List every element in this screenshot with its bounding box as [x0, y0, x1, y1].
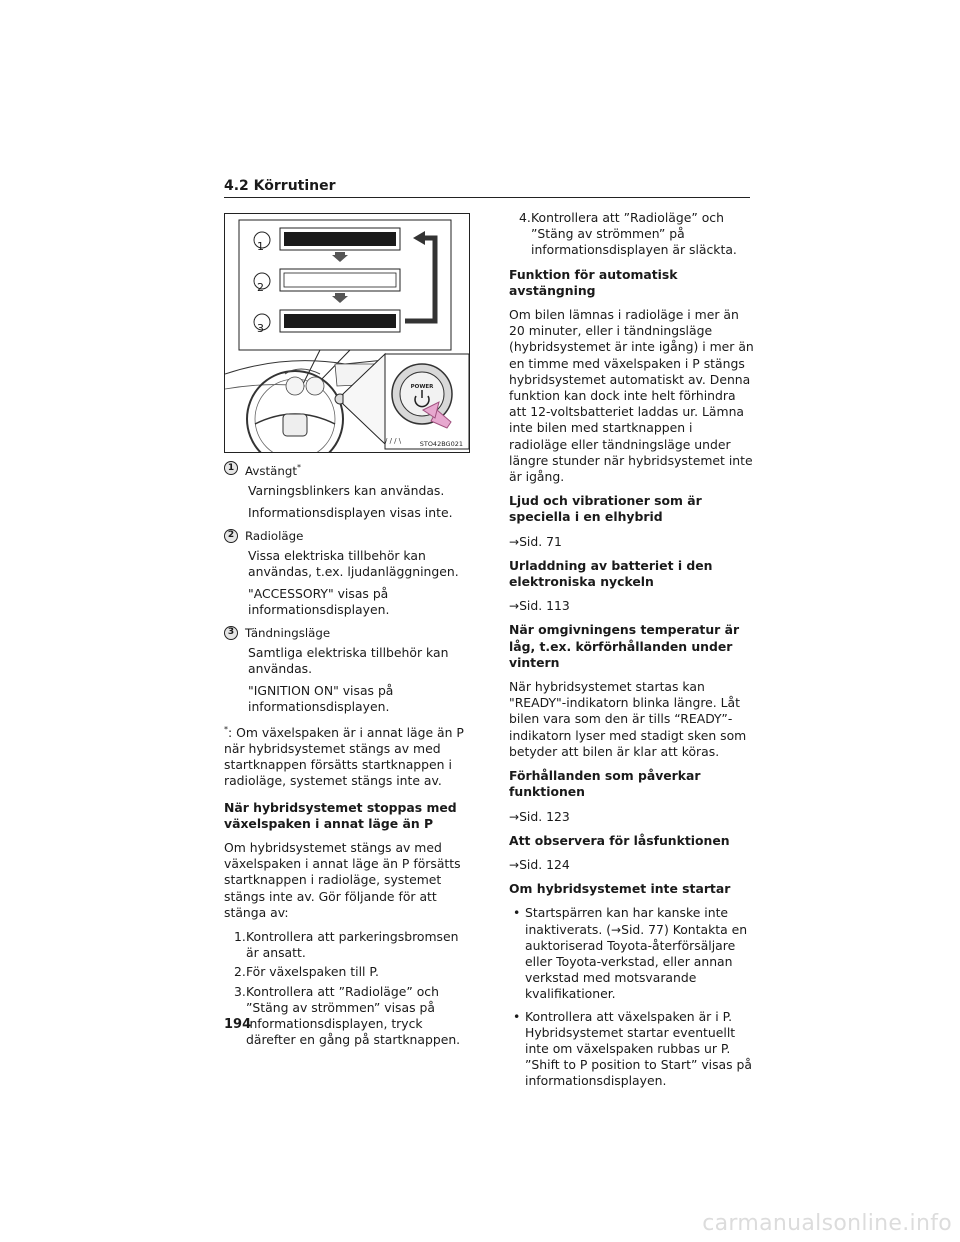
list-item: • Kontrollera att växelspaken är i P. Hybridsystemet startar eventuellt inte om växelspaken rubbas ur P. ”Shift to P position to Start” visas på informationsdisplayen. [513, 1008, 753, 1089]
section-heading: När omgivningens temperatur är låg, t.ex. körförhållanden under vintern [509, 622, 740, 670]
number-badge: 3 [224, 626, 238, 640]
right-column [509, 210, 754, 1098]
figure-label-3: 3 [257, 322, 264, 335]
section-header: 4.2 Körrutiner [224, 178, 750, 198]
section-heading: Om hybridsystemet inte startar [509, 881, 731, 897]
arrow-right-icon: → [509, 857, 520, 872]
page-reference: →Sid. 71 [509, 533, 562, 549]
item-title: Tändningsläge [245, 625, 331, 640]
bullet-icon: • [513, 905, 521, 921]
figure-label-1: 1 [257, 240, 264, 253]
item-title: Radioläge [245, 528, 304, 543]
ordered-list [519, 210, 754, 259]
item-text: Varningsblinkers kan användas. [248, 483, 445, 499]
bullet-list [513, 905, 754, 1089]
section-heading: Urladdning av batteriet i den elektroniska nyckeln [509, 557, 713, 590]
list-item: 4. Kontrollera att ”Radioläge” och ”Stäng av strömmen” på informationsdisplayen är släckta. [519, 210, 737, 258]
ordered-list [234, 929, 474, 1048]
item-text: "ACCESSORY" visas på informationsdisplayen. [248, 586, 390, 618]
list-item [224, 625, 474, 641]
list-item: • Startspärren kan har kanske inte inaktiverats. (→Sid. 77) Kontakta en auktoriserad Toyota-återförsäljare eller Toyota-verkstad, eller annan verkstad med motsvarande kvalifikationer. [513, 905, 748, 1002]
arrow-right-icon: → [611, 922, 622, 937]
section-heading: Att observera för låsfunktionen [509, 832, 730, 848]
item-text: Vissa elektriska tillbehör kan användas, t.ex. ljudanläggningen. [248, 547, 459, 579]
arrow-right-icon: → [509, 809, 520, 824]
list-item [224, 528, 474, 544]
section-heading: När hybridsystemet stoppas med växelspaken i annat läge än P [224, 799, 457, 831]
section-heading: Ljud och vibrationer som är speciella i en elhybrid [509, 493, 702, 525]
item-text: Samtliga elektriska tillbehör kan användas. [248, 644, 449, 676]
page-reference: →Sid. 113 [509, 598, 570, 614]
footnote: *: Om växelspaken är i annat läge än P när hybridsystemet stängs av med startknappen försätts startknappen i radioläge, systemet stängs inte av. [224, 724, 464, 789]
number-badge: 2 [224, 529, 238, 543]
paragraph: Om hybridsystemet stängs av med växelspaken i annat läge än P försätts startknappen i radioläge, systemet stängs inte av. Gör följande för att stänga av: [224, 839, 461, 920]
left-column [224, 460, 474, 1056]
item-title: Avstängt* [245, 463, 301, 478]
figure-code: STO42BG021 [419, 440, 463, 448]
paragraph: När hybridsystemet startas kan "READY"-indikatorn blinka längre. Låt bilen vara som den är tills “READY”-indikatorn lyser med stadigt sken som betyder att bilen är klar att köras. [509, 679, 747, 759]
figure-label-2: 2 [257, 281, 264, 294]
list-item: 3. Kontrollera att ”Radioläge” och ”Stäng av strömmen” visas på informationsdisplayen, tryck därefter en gång på startknappen. [234, 983, 461, 1048]
paragraph: Om bilen lämnas i radioläge i mer än 20 minuter, eller i tändningsläge (hybridsystemet är inte igång) i mer än en timme med växelspaken i P stängs hybridsystemet automatiskt av. Denna funktion kan dock inte helt förhindra att 12-voltsbatteriet laddas ur. Lämna inte bilen med startknappen i radioläge eller tändningsläge under längre stunder när hybridsystemet inte är igång. [509, 307, 754, 485]
arrow-right-icon: → [509, 534, 520, 549]
page-reference: →Sid. 123 [509, 808, 570, 824]
number-badge: 1 [224, 461, 238, 475]
watermark: carmanualsonline.info [702, 1211, 952, 1236]
page-reference: →Sid. 124 [509, 856, 570, 872]
list-item: 2. För växelspaken till P. [234, 964, 379, 980]
power-button-label: POWER [410, 384, 434, 390]
section-heading: Förhållanden som påverkar funktionen [509, 768, 701, 800]
list-item: 1. Kontrollera att parkeringsbromsen är ansatt. [234, 928, 459, 961]
section-heading: Funktion för automatisk avstängning [509, 266, 678, 298]
arrow-right-icon: → [509, 599, 520, 614]
bullet-icon: • [513, 1008, 521, 1024]
page-number: 194 [224, 1017, 252, 1032]
item-text: Informationsdisplayen visas inte. [248, 505, 453, 521]
svg-text:/ / / \: / / / \ [385, 437, 402, 445]
power-switch-figure [224, 213, 470, 453]
item-text: "IGNITION ON" visas på informationsdisplayen. [248, 683, 394, 715]
list-item [224, 460, 474, 479]
